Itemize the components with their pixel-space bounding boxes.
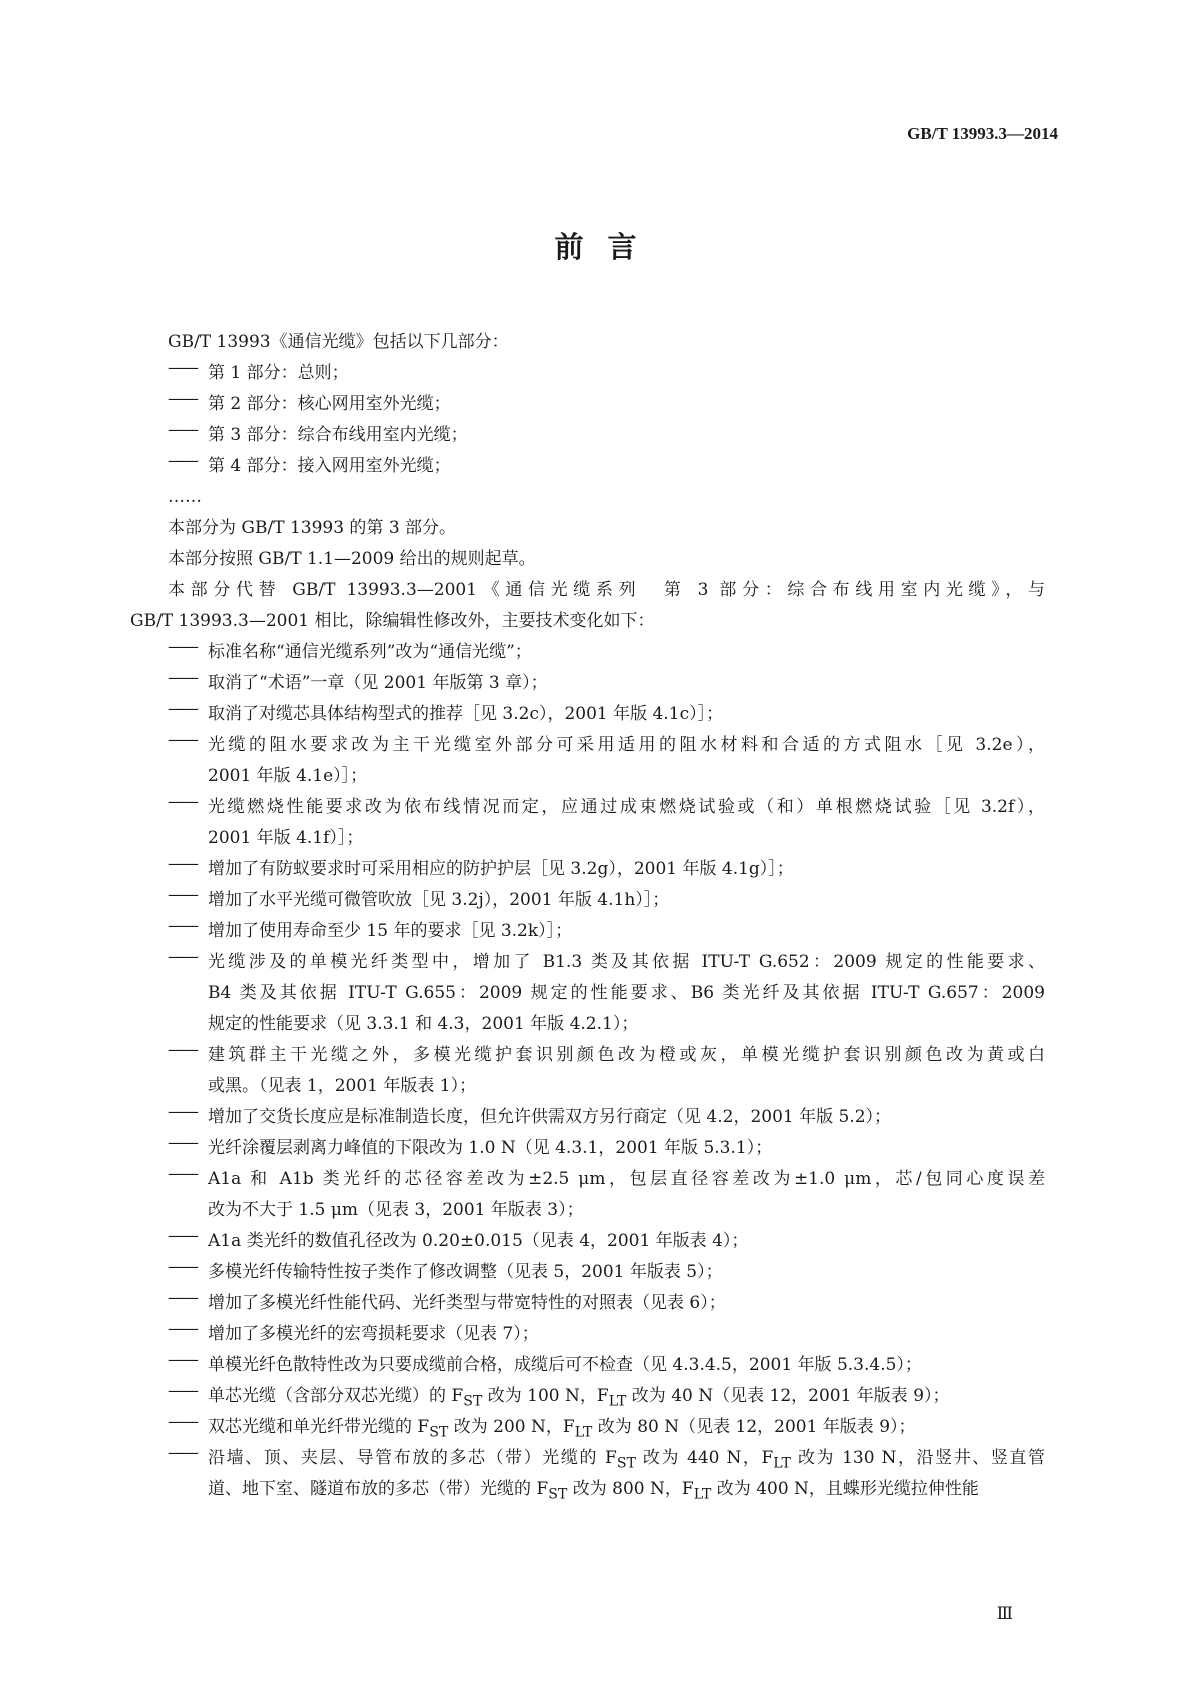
change-item (168, 730, 1045, 792)
list-item-text (208, 1350, 1045, 1381)
change-item (168, 1102, 1045, 1133)
list-item-line: 双芯光缆和单光纤带光缆的 $F_{ST}$ 改为 200 N，$F_{LT}$ 改为 80 N（见表 12，2001 年版表 9）； (208, 1417, 916, 1441)
list-dash: —— (168, 1133, 196, 1153)
statement-replaces-line1: 本部分代替 GB/T 13993.3—2001《通信光缆系列 第 3 部分：综合布线用室内光缆》，与 (168, 580, 1045, 600)
list-item-line: 2001 年版 4.1e）］； (208, 766, 368, 786)
change-item (168, 916, 1045, 947)
list-dash: —— (168, 1288, 196, 1308)
list-item-text (208, 947, 1045, 1040)
list-item-line: 多模光纤传输特性按子类作了修改调整（见表 5，2001 年版表 5）； (208, 1262, 723, 1282)
list-dash: —— (168, 1257, 196, 1277)
list-item-line: 建筑群主干光缆之外，多模光缆护套识别颜色改为橙或灰，单模光缆护套识别颜色改为黄或白 (208, 1045, 1045, 1065)
list-dash: —— (168, 854, 196, 874)
part-item (168, 451, 1045, 482)
change-item (168, 1226, 1045, 1257)
list-item-line: 增加了水平光缆可微管吹放［见 3.2j），2001 年版 4.1h）］； (208, 890, 670, 910)
list-item-line: 第 1 部分：总则； (208, 363, 349, 383)
change-item (168, 1443, 1045, 1505)
list-item-line: 单模光纤色散特性改为只要成缆前合格，成缆后可不检查（见 4.3.4.5，2001 年版 5.3.4.5）； (208, 1355, 922, 1375)
list-item-line: 光缆的阻水要求改为主干光缆室外部分可采用适用的阻水材料和合适的方式阻水［见 3.2e）， (208, 735, 1045, 755)
list-item-line: 沿墙、顶、夹层、导管布放的多芯（带）光缆的 $F_{ST}$ 改为 440 N，$F_{LT}$ 改为 130 N，沿竖井、竖直管 (208, 1448, 1045, 1472)
list-item-text (208, 668, 1045, 699)
list-item-text (208, 1133, 1045, 1164)
list-item-line: 规定的性能要求（见 3.3.1 和 4.3，2001 年版 4.2.1）； (208, 1014, 639, 1034)
list-item-text (208, 1102, 1045, 1133)
document-body (130, 327, 1045, 1505)
change-item (168, 1133, 1045, 1164)
list-dash: —— (168, 916, 196, 936)
list-item-text (208, 1040, 1045, 1102)
list-item-line: 增加了使用寿命至少 15 年的要求［见 3.2k）］； (208, 921, 573, 941)
ellipsis: …… (168, 487, 202, 507)
list-item-text (208, 1381, 1045, 1412)
list-dash: —— (168, 420, 196, 440)
list-item-text (208, 1226, 1045, 1257)
list-item-text (208, 854, 1045, 885)
list-item-line: A1a 和 A1b 类光纤的芯径容差改为±2.5 μm，包层直径容差改为±1.0 μm，芯/包同心度误差 (208, 1169, 1045, 1189)
list-dash: —— (168, 885, 196, 905)
list-dash: —— (168, 1226, 196, 1246)
list-item-text (208, 730, 1045, 792)
list-item-line: A1a 类光纤的数值孔径改为 0.20±0.015（见表 4，2001 年版表 4）； (208, 1231, 749, 1251)
change-item (168, 792, 1045, 854)
list-item-line: 2001 年版 4.1f）］； (208, 828, 364, 848)
list-item-line: 增加了多模光纤性能代码、光纤类型与带宽特性的对照表（见表 6）； (208, 1293, 726, 1313)
list-dash: —— (168, 1102, 196, 1122)
list-dash: —— (168, 637, 196, 657)
list-item-line: 标准名称“通信光缆系列”改为“通信光缆”； (208, 642, 532, 662)
change-item (168, 699, 1045, 730)
list-dash: —— (168, 699, 196, 719)
list-item-text (208, 451, 1045, 482)
list-item-text (208, 699, 1045, 730)
list-item-text (208, 1412, 1045, 1443)
list-item-text (208, 637, 1045, 668)
statement-part-of: 本部分为 GB/T 13993 的第 3 部分。 (168, 518, 457, 538)
part-item (168, 389, 1045, 420)
change-item (168, 1412, 1045, 1443)
list-item-line: 光纤涂覆层剥离力峰值的下限改为 1.0 N（见 4.3.1，2001 年版 5.3.1）； (208, 1138, 773, 1158)
change-item (168, 1319, 1045, 1350)
list-item-line: 第 2 部分：核心网用室外光缆； (208, 394, 451, 414)
statement-replaces-line2: GB/T 13993.3—2001 相比，除编辑性修改外，主要技术变化如下： (130, 611, 655, 631)
list-item-line: 单芯光缆（含部分双芯光缆）的 $F_{ST}$ 改为 100 N，$F_{LT}$ 改为 40 N（见表 12，2001 年版表 9）； (208, 1386, 950, 1410)
part-item (168, 420, 1045, 451)
list-item-line: 改为不大于 1.5 μm（见表 3，2001 年版表 3）； (208, 1200, 584, 1220)
list-dash: —— (168, 389, 196, 409)
list-dash: —— (168, 792, 196, 812)
list-dash: —— (168, 1443, 196, 1463)
list-dash: —— (168, 1040, 196, 1060)
list-item-line: 或黑。（见表 1，2001 年版表 1）； (208, 1076, 477, 1096)
list-item-text (208, 420, 1045, 451)
list-item-line: 光缆涉及的单模光纤类型中，增加了 B1.3 类及其依据 ITU-T G.652：2009 规定的性能要求、 (208, 952, 1045, 972)
page-number: Ⅲ (996, 1604, 1013, 1623)
list-item-text (208, 1257, 1045, 1288)
change-item (168, 1040, 1045, 1102)
list-item-line: 取消了“术语”一章（见 2001 年版第 3 章）； (208, 673, 548, 693)
change-item (168, 1257, 1045, 1288)
change-item (168, 1164, 1045, 1226)
list-item-line: 增加了交货长度应是标准制造长度，但允许供需双方另行商定（见 4.2，2001 年版 5.2）； (208, 1107, 892, 1127)
list-dash: —— (168, 358, 196, 378)
change-item (168, 885, 1045, 916)
change-item (168, 1288, 1045, 1319)
list-item-text (208, 1164, 1045, 1226)
list-item-line: B4 类及其依据 ITU-T G.655：2009 规定的性能要求、B6 类光纤及其依据 ITU-T G.657：2009 (208, 983, 1045, 1003)
page-title: 前言 (554, 230, 661, 264)
changes-list (168, 637, 1045, 1505)
list-dash: —— (168, 668, 196, 688)
list-item-text (208, 1319, 1045, 1350)
list-dash: —— (168, 1164, 196, 1184)
list-item-line: 光缆燃烧性能要求改为依布线情况而定，应通过成束燃烧试验或（和）单根燃烧试验［见 3.2f）， (208, 797, 1045, 817)
list-item-line: 增加了多模光纤的宏弯损耗要求（见表 7）； (208, 1324, 539, 1344)
part-item (168, 358, 1045, 389)
list-item-line: 增加了有防蚁要求时可采用相应的防护护层［见 3.2g），2001 年版 4.1g）］； (208, 859, 794, 879)
statement-drafting: 本部分按照 GB/T 1.1—2009 给出的规则起草。 (168, 549, 536, 569)
list-item-line: 第 4 部分：接入网用室外光缆； (208, 456, 451, 476)
list-dash: —— (168, 1350, 196, 1370)
list-item-text (208, 916, 1045, 947)
list-dash: —— (168, 730, 196, 750)
list-item-line: 第 3 部分：综合布线用室内光缆； (208, 425, 468, 445)
list-item-text (208, 885, 1045, 916)
list-item-text (208, 1288, 1045, 1319)
intro-line: GB/T 13993《通信光缆》包括以下几部分： (168, 332, 509, 352)
list-dash: —— (168, 1319, 196, 1339)
list-item-line: 道、地下室、隧道布放的多芯（带）光缆的 $F_{ST}$ 改为 800 N，$F_{LT}$ 改为 400 N，且蝶形光缆拉伸性能 (208, 1479, 979, 1503)
change-item (168, 668, 1045, 699)
parts-list (168, 358, 1045, 482)
list-dash: —— (168, 451, 196, 471)
change-item (168, 1381, 1045, 1412)
list-dash: —— (168, 947, 196, 967)
change-item (168, 854, 1045, 885)
list-item-text (208, 358, 1045, 389)
list-item-text (208, 389, 1045, 420)
change-item (168, 637, 1045, 668)
list-item-line: 取消了对缆芯具体结构型式的推荐［见 3.2c），2001 年版 4.1c）］； (208, 704, 724, 724)
change-item (168, 1350, 1045, 1381)
change-item (168, 947, 1045, 1040)
list-item-text (208, 792, 1045, 854)
list-dash: —— (168, 1412, 196, 1432)
list-dash: —— (168, 1381, 196, 1401)
standard-code: GB/T 13993.3—2014 (907, 124, 1058, 143)
list-item-text (208, 1443, 1045, 1505)
